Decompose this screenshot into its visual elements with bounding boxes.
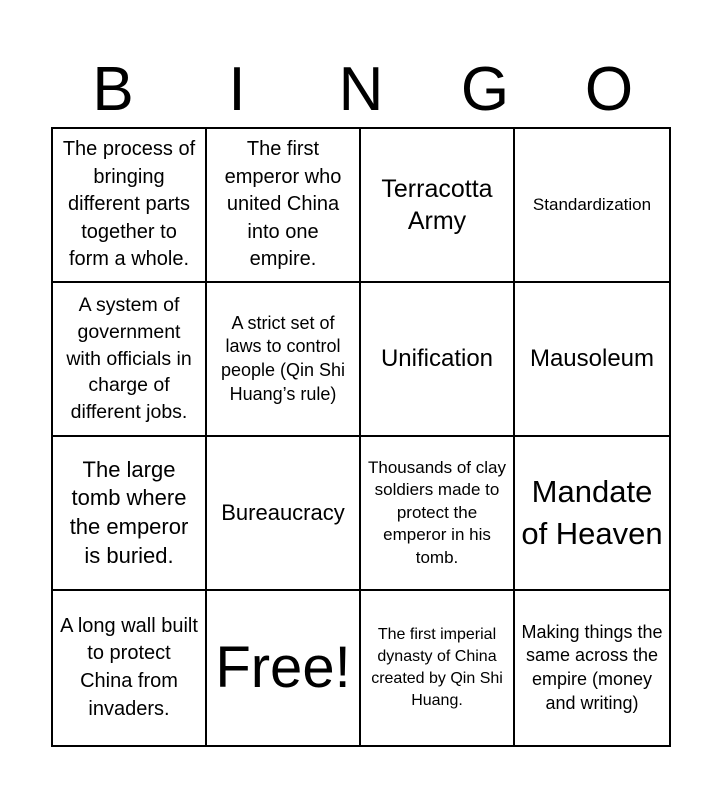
bingo-cell-free[interactable]: Free! [207, 591, 361, 745]
bingo-cell-r3c3[interactable]: Thousands of clay soldiers made to protect the emperor in his tomb. [361, 437, 515, 591]
bingo-cell-r1c3[interactable]: Terracotta Army [361, 129, 515, 283]
bingo-cell-r1c1[interactable]: The process of bringing different parts together to form a whole. [53, 129, 207, 283]
header-letter-g: G [460, 55, 510, 124]
bingo-cell-r2c3[interactable]: Unification [361, 283, 515, 437]
bingo-cell-r3c1[interactable]: The large tomb where the emperor is buried. [53, 437, 207, 591]
bingo-cell-r2c4[interactable]: Mausoleum [515, 283, 669, 437]
bingo-cell-r1c4[interactable]: Standardization [515, 129, 669, 283]
bingo-cell-r2c1[interactable]: A system of government with officials in charge of different jobs. [53, 283, 207, 437]
bingo-cell-r4c1[interactable]: A long wall built to protect China from invaders. [53, 591, 207, 745]
bingo-header [51, 52, 671, 128]
bingo-board [51, 127, 671, 747]
bingo-cell-r3c4[interactable]: Mandate of Heaven [515, 437, 669, 591]
bingo-cell-r2c2[interactable]: A strict set of laws to control people (Qin Shi Huang’s rule) [207, 283, 361, 437]
header-letter-n: N [338, 55, 384, 124]
bingo-cell-r4c4[interactable]: Making things the same across the empire (money and writing) [521, 621, 663, 713]
header-letter-b: B [92, 55, 134, 124]
header-letter-o: O [584, 55, 634, 124]
bingo-cell-r3c2[interactable]: Bureaucracy [207, 437, 361, 591]
bingo-cell-r4c3[interactable]: The first imperial dynasty of China created by Qin Shi Huang. [361, 591, 515, 745]
bingo-cell-r1c2[interactable]: The first emperor who united China into one empire. [207, 129, 361, 283]
header-letter-i: I [228, 55, 246, 124]
